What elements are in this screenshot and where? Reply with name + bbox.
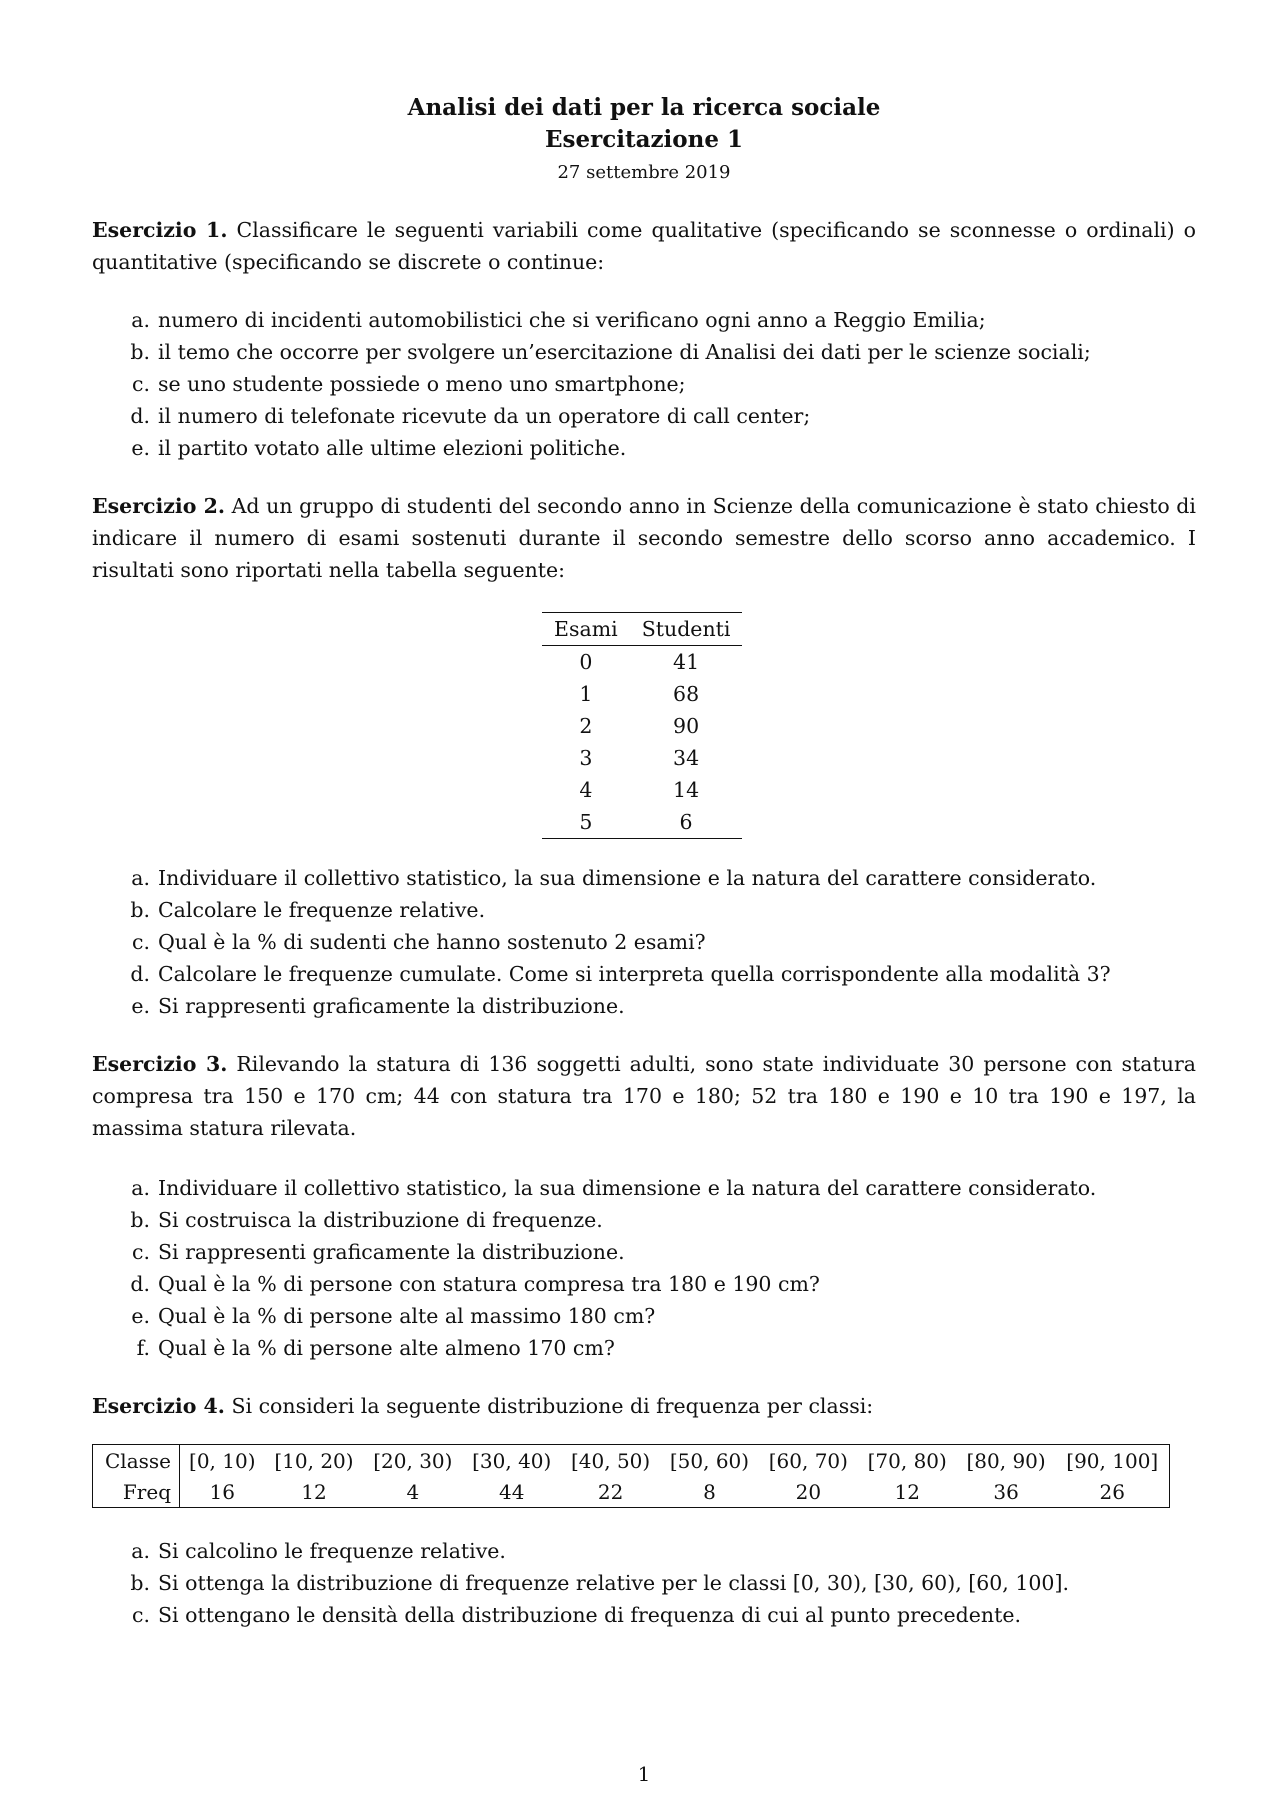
students-cell: 6 xyxy=(630,806,743,839)
exercise-3-body: Rilevando la statura di 136 soggetti adulti, sono state individuate 30 persone con statura compresa tra 150 e 170 cm; 44 con statura tra 170 e 180; 52 tra 180 e 190 e 10 tra 190 e 197, la massima statura rilevata. xyxy=(92,1052,1196,1140)
list-item xyxy=(120,336,1190,368)
list-item-label: e. xyxy=(131,1304,150,1328)
class-cell: [20, 30) xyxy=(373,1448,453,1473)
list-item xyxy=(120,1535,1190,1567)
exercise-1-label: Esercizio 1. xyxy=(92,218,228,242)
freq-cell: 36 xyxy=(993,1479,1019,1504)
exercise-4-text xyxy=(92,1390,1196,1422)
table-row xyxy=(542,806,742,839)
list-item-label: d. xyxy=(130,1272,150,1296)
list-item-label: b. xyxy=(130,1208,150,1232)
list-item-text: Si rappresenti graficamente la distribuzione. xyxy=(158,1240,625,1264)
list-item xyxy=(120,1567,1190,1599)
exams-cell: 5 xyxy=(542,806,630,839)
list-item-label: d. xyxy=(130,962,150,986)
freq-cell: 8 xyxy=(703,1479,716,1504)
list-item-text: Qual è la % di persone alte almeno 170 cm? xyxy=(158,1336,615,1360)
exams-cell: 2 xyxy=(579,714,593,738)
list-item xyxy=(120,990,1190,1022)
list-item-label: a. xyxy=(131,866,150,890)
list-item xyxy=(120,432,1190,464)
class-cell: [50, 60) xyxy=(669,1448,750,1473)
exams-cell: 1 xyxy=(579,682,593,706)
students-cell: 41 xyxy=(673,650,700,674)
list-item-text: il partito votato alle ultime elezioni politiche. xyxy=(158,436,627,460)
class-cell: [80, 90) xyxy=(966,1448,1046,1473)
freq-cell: 12 xyxy=(301,1479,327,1504)
table-row xyxy=(542,646,742,679)
list-item-text: Si ottengano le densità della distribuzione di frequenza di cui al punto precedente. xyxy=(158,1603,1021,1627)
class-frequency-table xyxy=(92,1444,1170,1508)
list-item-text: Calcolare le frequenze relative. xyxy=(158,898,486,922)
freq-cell: 26 xyxy=(1099,1479,1125,1504)
list-item-text: Si ottenga la distribuzione di frequenze relative per le classi [0, 30), [30, 60), [60, 100]. xyxy=(158,1571,1069,1595)
list-item-label: c. xyxy=(132,372,150,396)
freq-cell: 16 xyxy=(209,1479,235,1504)
class-cell: [30, 40) xyxy=(472,1448,552,1473)
exercise-4-body: Si consideri la seguente distribuzione di frequenza per classi: xyxy=(231,1394,874,1418)
exercise-3-text xyxy=(92,1048,1196,1144)
list-item xyxy=(120,368,1190,400)
list-item-label: b. xyxy=(130,898,150,922)
list-item-text: Qual è la % di persone alte al massimo 180 cm? xyxy=(158,1304,656,1328)
class-row-label: Classe xyxy=(93,1445,180,1477)
class-cell: [70, 80) xyxy=(867,1448,947,1473)
list-item xyxy=(120,1236,1190,1268)
freq-cell: 44 xyxy=(498,1479,525,1504)
exercise-2-body: Ad un gruppo di studenti del secondo anno in Scienze della comunicazione è stato chiesto di indicare il numero di esami sostenuti durante il secondo semestre dello scorso anno accademico. I risultati sono riportati nella tabella seguente: xyxy=(92,494,1196,582)
exercise-1-list xyxy=(120,304,1190,464)
exams-cell: 4 xyxy=(579,778,593,802)
class-cell: [0, 10) xyxy=(189,1448,256,1473)
page-number: 1 xyxy=(637,1762,651,1786)
table-row xyxy=(542,774,742,806)
list-item xyxy=(120,1204,1190,1236)
students-cell: 68 xyxy=(673,682,700,706)
exercise-3-list xyxy=(120,1172,1190,1364)
table-row xyxy=(542,678,742,710)
list-item-text: Individuare il collettivo statistico, la sua dimensione e la natura del carattere considerato. xyxy=(158,866,1097,890)
list-item-text: il temo che occorre per svolgere un’esercitazione di Analisi dei dati per le scienze sociali; xyxy=(158,340,1091,364)
list-item-label: b. xyxy=(130,1571,150,1595)
list-item-label: e. xyxy=(131,436,150,460)
list-item xyxy=(120,862,1190,894)
list-item-label: e. xyxy=(131,994,150,1018)
list-item-text: numero di incidenti automobilistici che si verificano ogni anno a Reggio Emilia; xyxy=(158,308,986,332)
freq-cell: 4 xyxy=(406,1479,420,1504)
list-item-label: b. xyxy=(130,340,150,364)
list-item-text: se uno studente possiede o meno uno smartphone; xyxy=(158,372,686,396)
students-header: Studenti xyxy=(630,613,743,646)
freq-cell: 12 xyxy=(894,1479,920,1504)
class-cell: [60, 70) xyxy=(768,1448,848,1473)
list-item xyxy=(120,304,1190,336)
list-item xyxy=(120,1332,1190,1364)
table-row xyxy=(542,742,742,774)
document-subtitle: Esercitazione 1 xyxy=(544,126,743,153)
list-item-text: Si costruisca la distribuzione di frequenze. xyxy=(158,1208,603,1232)
exercise-3-label: Esercizio 3. xyxy=(92,1052,228,1076)
list-item-label: a. xyxy=(131,1176,150,1200)
list-item-text: Calcolare le frequenze cumulate. Come si interpreta quella corrispondente alla modalità 3? xyxy=(158,962,1111,986)
freq-cell: 22 xyxy=(597,1479,624,1504)
exams-table xyxy=(542,612,742,839)
document-title: Analisi dei dati per la ricerca sociale xyxy=(407,94,881,121)
list-item-label: c. xyxy=(132,1603,150,1627)
exercise-1-text xyxy=(92,214,1196,278)
list-item-text: Si calcolino le frequenze relative. xyxy=(158,1539,506,1563)
list-item-label: a. xyxy=(131,1539,150,1563)
table-row xyxy=(542,710,742,742)
exercise-4-label: Esercizio 4. xyxy=(92,1394,225,1418)
list-item xyxy=(120,1599,1190,1631)
class-cell: [10, 20) xyxy=(274,1448,354,1473)
list-item xyxy=(120,926,1190,958)
freq-cell: 20 xyxy=(795,1479,822,1504)
students-cell: 34 xyxy=(673,746,700,770)
list-item xyxy=(120,1172,1190,1204)
students-cell: 90 xyxy=(673,714,700,738)
students-cell: 14 xyxy=(673,778,700,802)
exams-header: Esami xyxy=(542,613,630,646)
list-item xyxy=(120,958,1190,990)
list-item-text: Qual è la % di sudenti che hanno sostenuto 2 esami? xyxy=(158,930,706,954)
exercise-2-list xyxy=(120,862,1190,1022)
exercise-2-label: Esercizio 2. xyxy=(92,494,226,518)
list-item-text: il numero di telefonate ricevute da un operatore di call center; xyxy=(158,404,811,428)
exercise-2-text xyxy=(92,490,1196,586)
class-cell: [90, 100] xyxy=(1066,1448,1159,1473)
list-item-text: Individuare il collettivo statistico, la sua dimensione e la natura del carattere considerato. xyxy=(158,1176,1097,1200)
class-cell: [40, 50) xyxy=(570,1448,651,1473)
exams-cell: 0 xyxy=(579,650,593,674)
list-item-label: c. xyxy=(132,1240,150,1264)
list-item xyxy=(120,400,1190,432)
list-item xyxy=(120,894,1190,926)
list-item xyxy=(120,1268,1190,1300)
list-item-text: Qual è la % di persone con statura compresa tra 180 e 190 cm? xyxy=(158,1272,820,1296)
exercise-4-list xyxy=(120,1535,1190,1631)
list-item-label: d. xyxy=(130,404,150,428)
exercise-1-body: Classificare le seguenti variabili come qualitative (specificando se sconnesse o ordinali) o quantitative (specificando se discrete o continue: xyxy=(92,218,1196,274)
list-item-label: c. xyxy=(132,930,150,954)
document-date: 27 settembre 2019 xyxy=(557,162,731,183)
list-item-text: Si rappresenti graficamente la distribuzione. xyxy=(158,994,625,1018)
exams-cell: 3 xyxy=(579,746,593,770)
freq-row-label: Freq xyxy=(93,1476,180,1508)
list-item xyxy=(120,1300,1190,1332)
list-item-label: a. xyxy=(131,308,150,332)
list-item-label: f. xyxy=(136,1336,150,1360)
